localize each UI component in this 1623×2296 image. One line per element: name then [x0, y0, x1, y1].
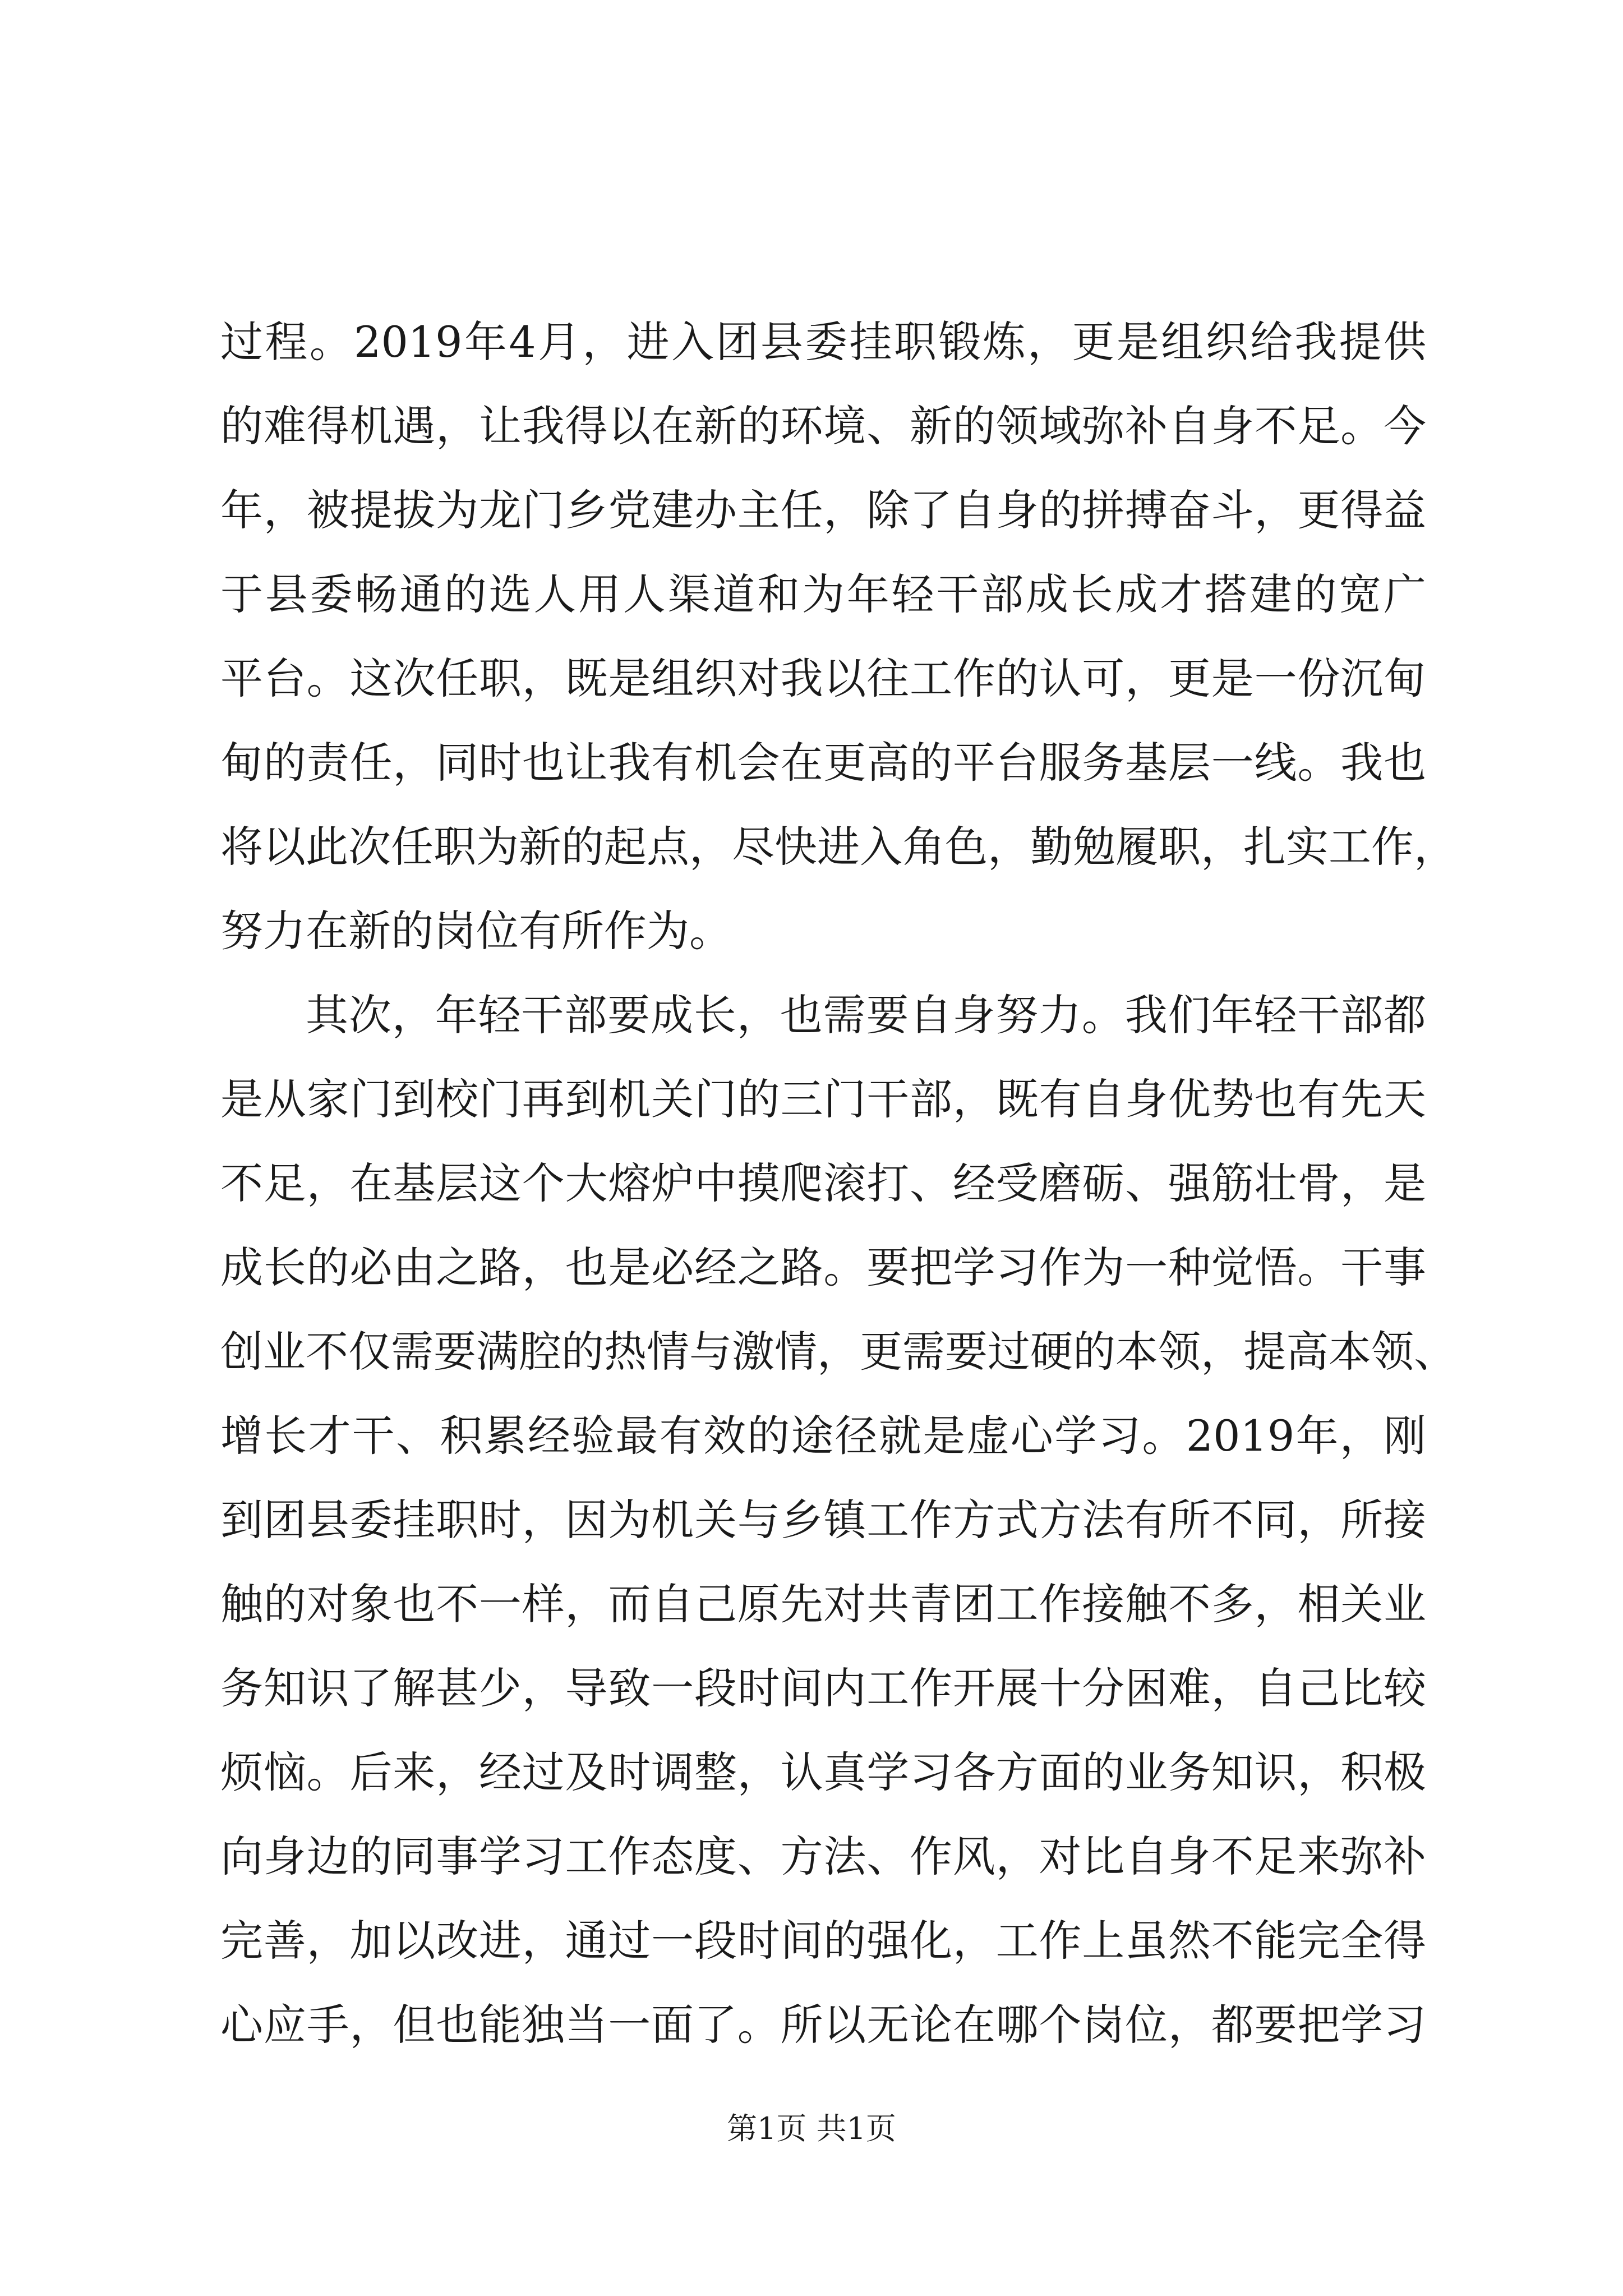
text-line: 过程。2019年4月，进入团县委挂职锻炼，更是组织给我提供: [220, 317, 1426, 367]
text-line: 心应手，但也能独当一面了。所以无论在哪个岗位，都要把学习: [220, 2000, 1426, 2050]
text-line: 平台。这次任职，既是组织对我以往工作的认可，更是一份沉甸: [220, 654, 1426, 703]
text-line: 到团县委挂职时，因为机关与乡镇工作方式方法有所不同，所接: [220, 1495, 1426, 1545]
text-line: 成长的必由之路，也是必经之路。要把学习作为一种觉悟。干事: [220, 1243, 1426, 1292]
text-line: 向身边的同事学习工作态度、方法、作风，对比自身不足来弥补: [220, 1832, 1426, 1881]
text-line: 触的对象也不一样，而自己原先对共青团工作接触不多，相关业: [220, 1579, 1426, 1629]
text-line: 创业不仅需要满腔的热情与激情，更需要过硬的本领，提高本领、: [220, 1327, 1456, 1377]
text-line: 的难得机遇，让我得以在新的环境、新的领域弥补自身不足。今: [220, 401, 1426, 451]
text-line: 是从家门到校门再到机关门的三门干部，既有自身优势也有先天: [220, 1074, 1426, 1124]
text-line: 年，被提拔为龙门乡党建办主任，除了自身的拼搏奋斗，更得益: [220, 485, 1426, 535]
body-text: [220, 300, 1456, 2067]
text-line: 于县委畅通的选人用人渠道和为年轻干部成长成才搭建的宽广: [220, 569, 1426, 619]
text-line: 不足，在基层这个大熔炉中摸爬滚打、经受磨砺、强筋壮骨，是: [220, 1158, 1426, 1208]
text-line: 增长才干、积累经验最有效的途径就是虚心学习。2019年，刚: [220, 1411, 1426, 1461]
text-line: 务知识了解甚少，导致一段时间内工作开展十分困难，自己比较: [220, 1663, 1426, 1713]
text-line: 努力在新的岗位有所作为。: [220, 906, 732, 956]
page-footer: 第1页 共1页: [727, 2111, 896, 2146]
text-line: 甸的责任，同时也让我有机会在更高的平台服务基层一线。我也: [220, 738, 1426, 788]
text-line: 完善，加以改进，通过一段时间的强化，工作上虽然不能完全得: [220, 1916, 1426, 1966]
text-line: 烦恼。后来，经过及时调整，认真学习各方面的业务知识，积极: [220, 1747, 1426, 1797]
paragraph-first-line: 其次，年轻干部要成长，也需要自身努力。我们年轻干部都: [306, 990, 1426, 1040]
text-line: 将以此次任职为新的起点，尽快进入角色，勤勉履职，扎实工作，: [220, 822, 1456, 872]
